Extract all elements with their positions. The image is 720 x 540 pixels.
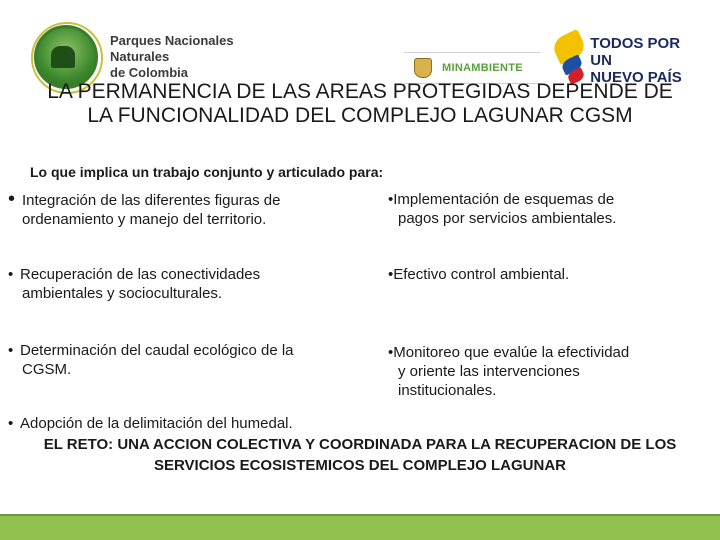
bullet-line: institucionales. (398, 382, 497, 399)
slide-subtitle: Lo que implica un trabajo conjunto y articulado para: (30, 164, 384, 180)
bullet-line: •Efectivo control ambiental. (388, 266, 570, 283)
bullet-recuperacion (8, 265, 358, 303)
bullet-line: •Monitoreo que evalúe la efectividad (388, 344, 630, 361)
bullet-line: Integración de las diferentes figuras de (22, 192, 281, 209)
bullet-dot: • (8, 342, 14, 359)
bullet-line: ordenamiento y manejo del territorio. (22, 211, 267, 228)
bullet-line: pagos por servicios ambientales. (398, 210, 617, 227)
todos-logo-text (590, 35, 694, 86)
bullet-line: Determinación del caudal ecológico de la (20, 342, 294, 359)
bullet-line: Adopción de la delimitación del humedal. (20, 415, 293, 432)
bullet-line: ambientales y socioculturales. (22, 285, 223, 302)
bullet-dot: • (8, 188, 16, 210)
pnn-logo-text (110, 33, 284, 81)
bullet-caudal-ecologico (8, 341, 368, 379)
bullet-dot: • (8, 415, 14, 432)
bullet-line: •Implementación de esquemas de (388, 191, 615, 208)
bullet-line: CGSM. (22, 361, 72, 378)
footer-bar (0, 516, 720, 540)
bullet-line: Recuperación de las conectividades (20, 266, 261, 283)
todos-line2: NUEVO PAÍS (590, 68, 682, 86)
coat-of-arms-icon (414, 58, 432, 78)
bullet-control-ambiental (388, 265, 708, 284)
bullet-delimitacion (8, 414, 508, 433)
bullet-dot: • (8, 266, 14, 283)
bullet-implementacion (388, 190, 708, 228)
minambiente-label: MINAMBIENTE (442, 62, 523, 74)
pnn-logo-line1: Parques Nacionales Naturales (110, 33, 234, 64)
bullet-line: y oriente las intervenciones (398, 363, 580, 380)
slide-title: LA PERMANENCIA DE LAS AREAS PROTEGIDAS DEPENDE DE LA FUNCIONALIDAD DEL COMPLEJO LAGUNAR CGSM (47, 80, 673, 127)
bullet-monitoreo (388, 343, 708, 400)
pnn-logo-line2: de Colombia (110, 65, 189, 80)
challenge-statement: EL RETO: UNA ACCION COLECTIVA Y COORDINADA PARA LA RECUPERACION DE LOS SERVICIOS ECOSISTEMICOS DEL COMPLEJO LAGUNAR (43, 436, 677, 474)
bullet-integracion (8, 190, 358, 229)
todos-line1: TODOS POR UN (590, 34, 681, 69)
